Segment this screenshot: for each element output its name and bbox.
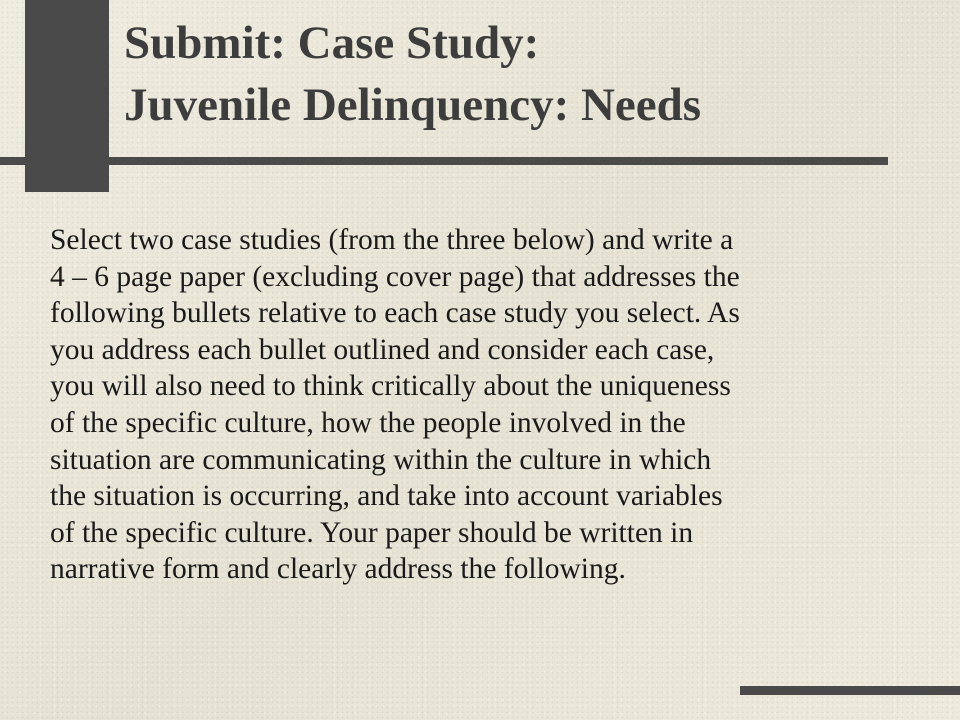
body-line: 4 – 6 page paper (excluding cover page) that addresses the — [50, 260, 740, 293]
body-line: of the specific culture, how the people involved in the — [50, 406, 686, 439]
body-line: the situation is occurring, and take into account variables — [50, 480, 723, 513]
slide-body — [50, 222, 930, 588]
body-line: you address each bullet outlined and consider each case, — [50, 333, 715, 366]
body-line: following bullets relative to each case study you select. As — [50, 297, 740, 330]
slide-title — [124, 12, 701, 136]
body-line: narrative form and clearly address the following. — [50, 553, 626, 586]
body-line: Select two case studies (from the three below) and write a — [50, 224, 734, 256]
bottom-rule — [740, 686, 960, 695]
title-line: Submit: Case Study: — [124, 17, 540, 69]
body-line: situation are communicating within the culture in which — [50, 443, 712, 476]
body-line: of the specific culture. Your paper should be written in — [50, 516, 694, 549]
body-line: you will also need to think critically about the uniqueness — [50, 370, 731, 403]
title-rule — [0, 157, 888, 165]
title-line: Juvenile Delinquency: Needs — [124, 79, 702, 131]
